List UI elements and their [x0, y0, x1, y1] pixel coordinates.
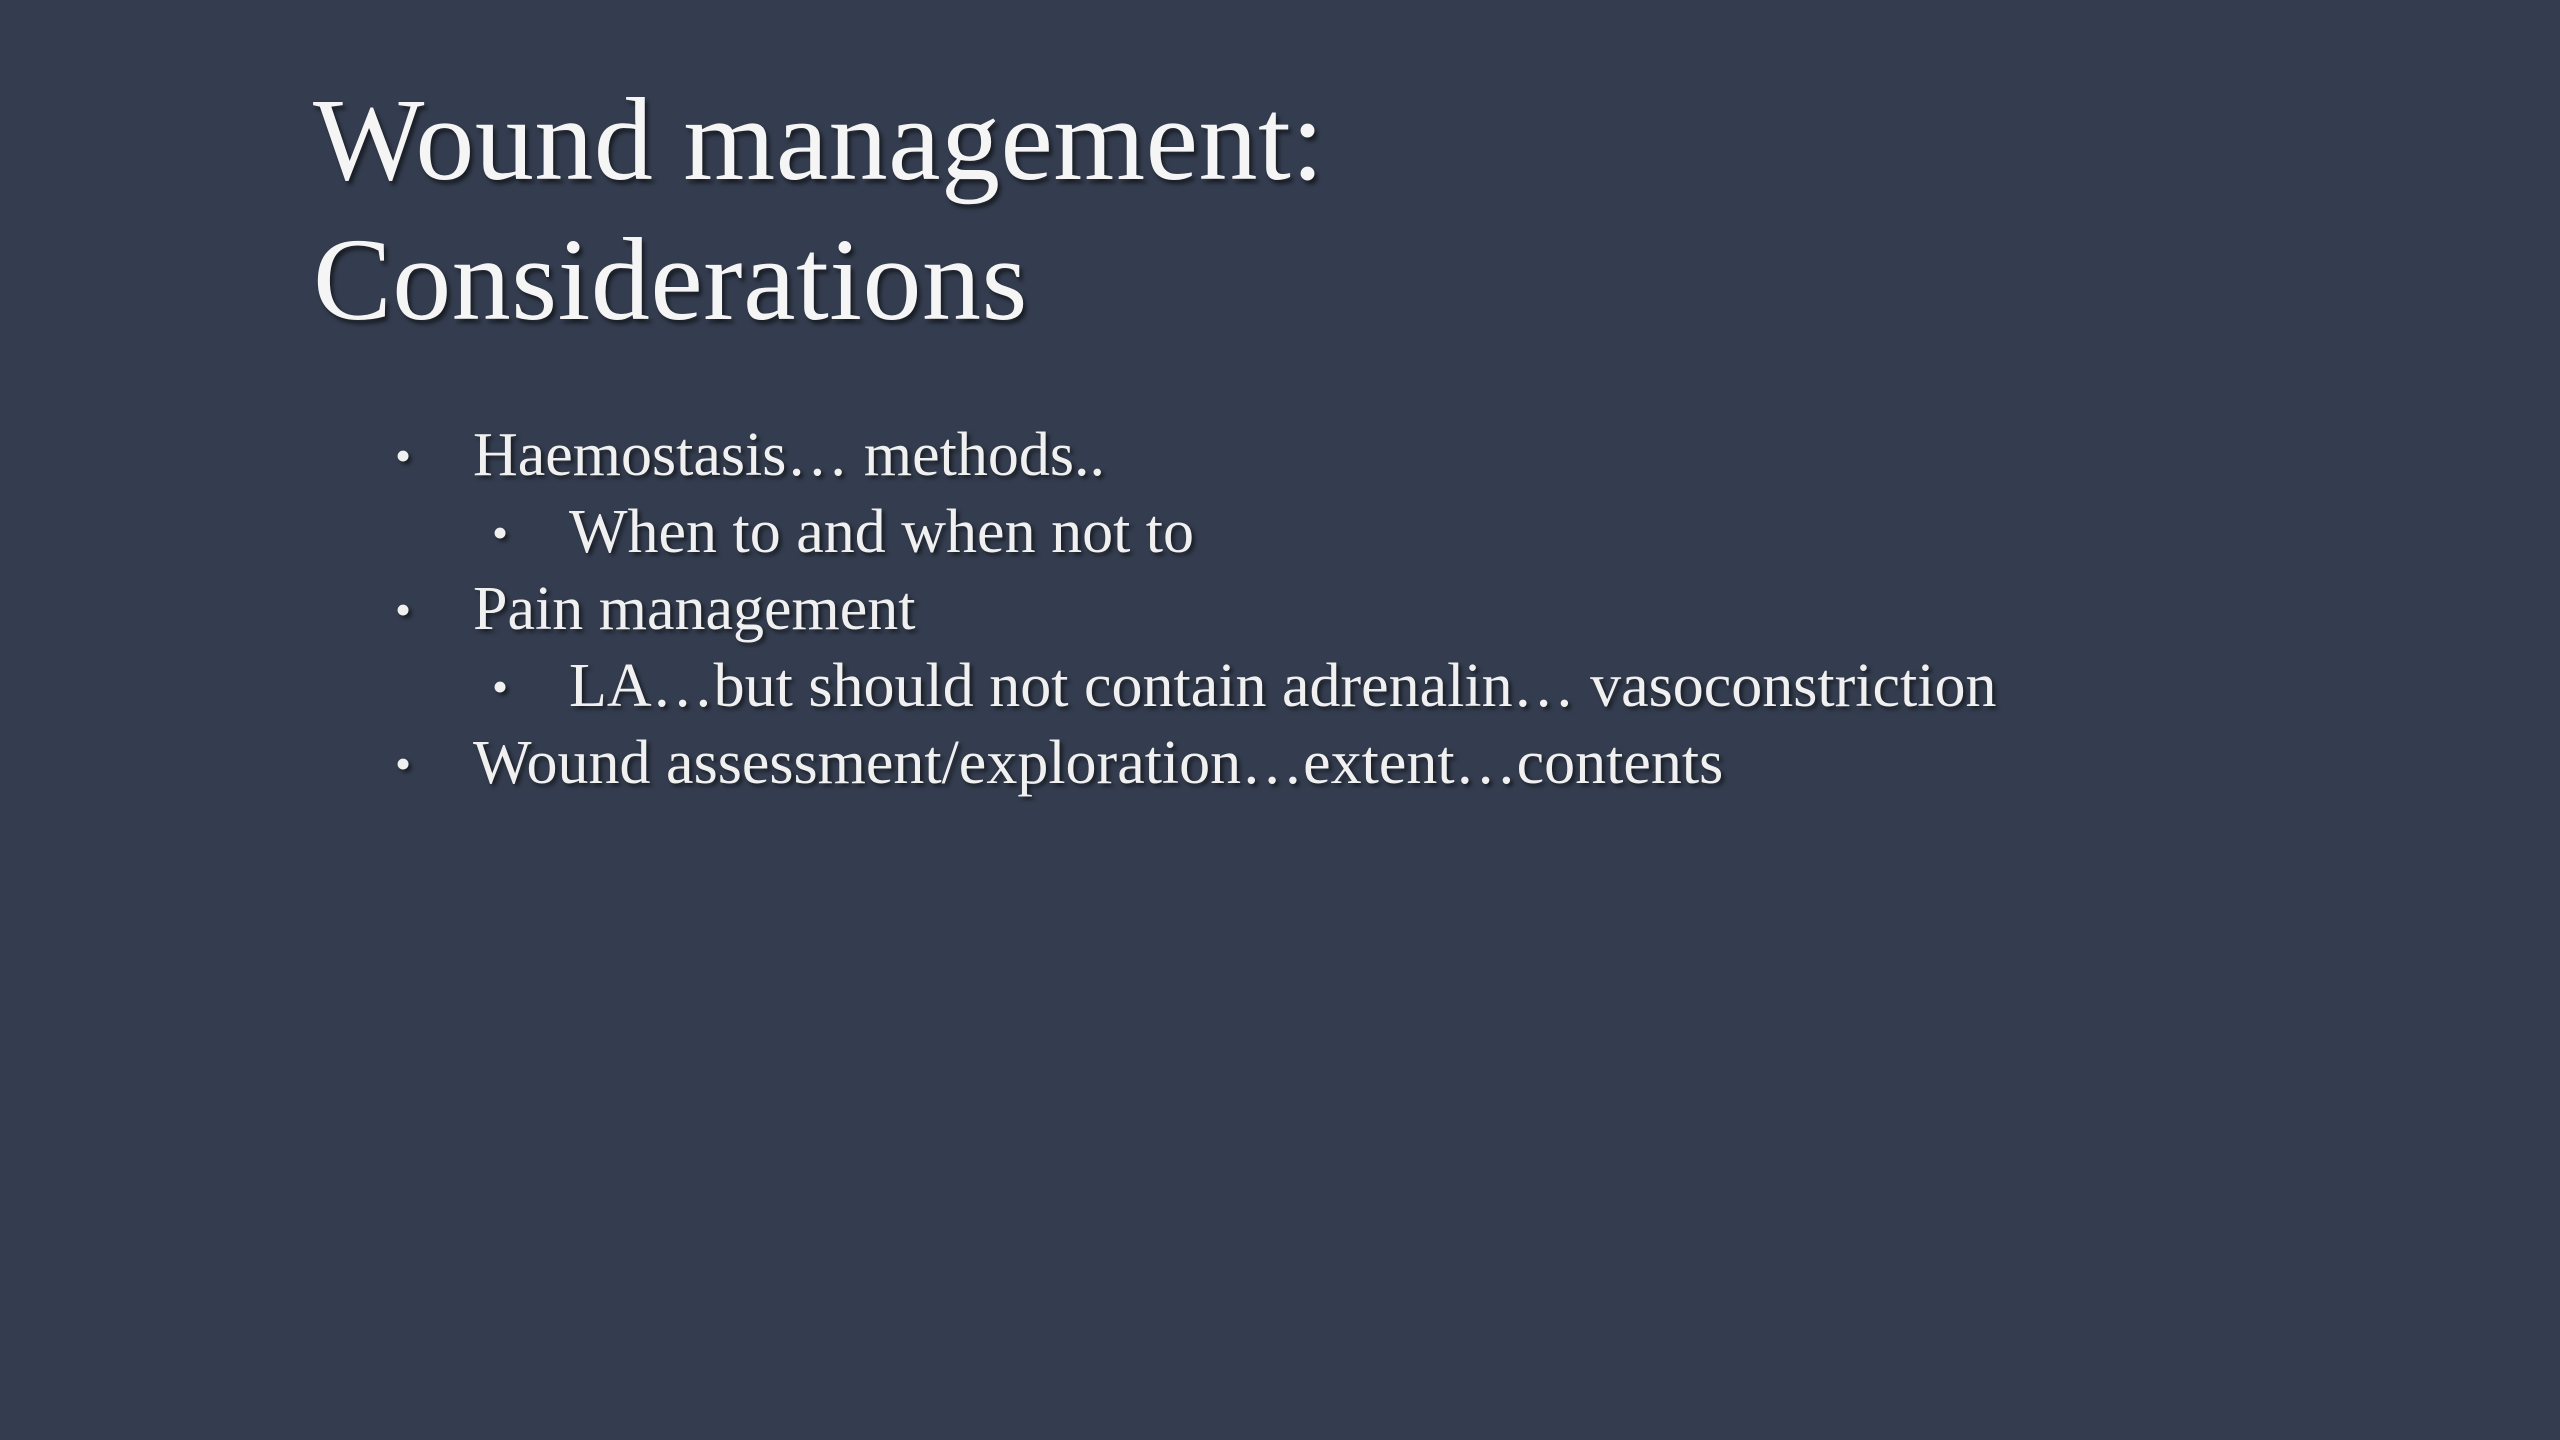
bullet-text: LA…but should not contain adrenalin… vasoconstriction: [569, 652, 1997, 720]
bullet-text: When to and when not to: [569, 498, 1195, 566]
sub-bullet-item-la: [395, 648, 2395, 725]
bullet-item-haemostasis: [395, 417, 2395, 494]
bullet-item-wound-assessment: [395, 725, 2395, 802]
slide-title-line-1: Wound management:: [313, 74, 1325, 205]
bullet-icon: •: [395, 738, 412, 789]
slide-title: [313, 70, 1325, 350]
bullet-item-pain-management: [395, 571, 2395, 648]
bullet-list: [395, 417, 2395, 802]
bullet-text: Pain management: [473, 575, 916, 643]
bullet-text: Wound assessment/exploration…extent…contents: [473, 729, 1724, 797]
sub-bullet-item-when-to: [395, 494, 2395, 571]
bullet-icon: •: [492, 507, 509, 558]
bullet-icon: •: [395, 430, 412, 481]
bullet-icon: •: [395, 584, 412, 635]
slide-title-line-2: Considerations: [313, 214, 1028, 345]
bullet-icon: •: [492, 661, 509, 712]
bullet-text: Haemostasis… methods..: [473, 421, 1105, 489]
